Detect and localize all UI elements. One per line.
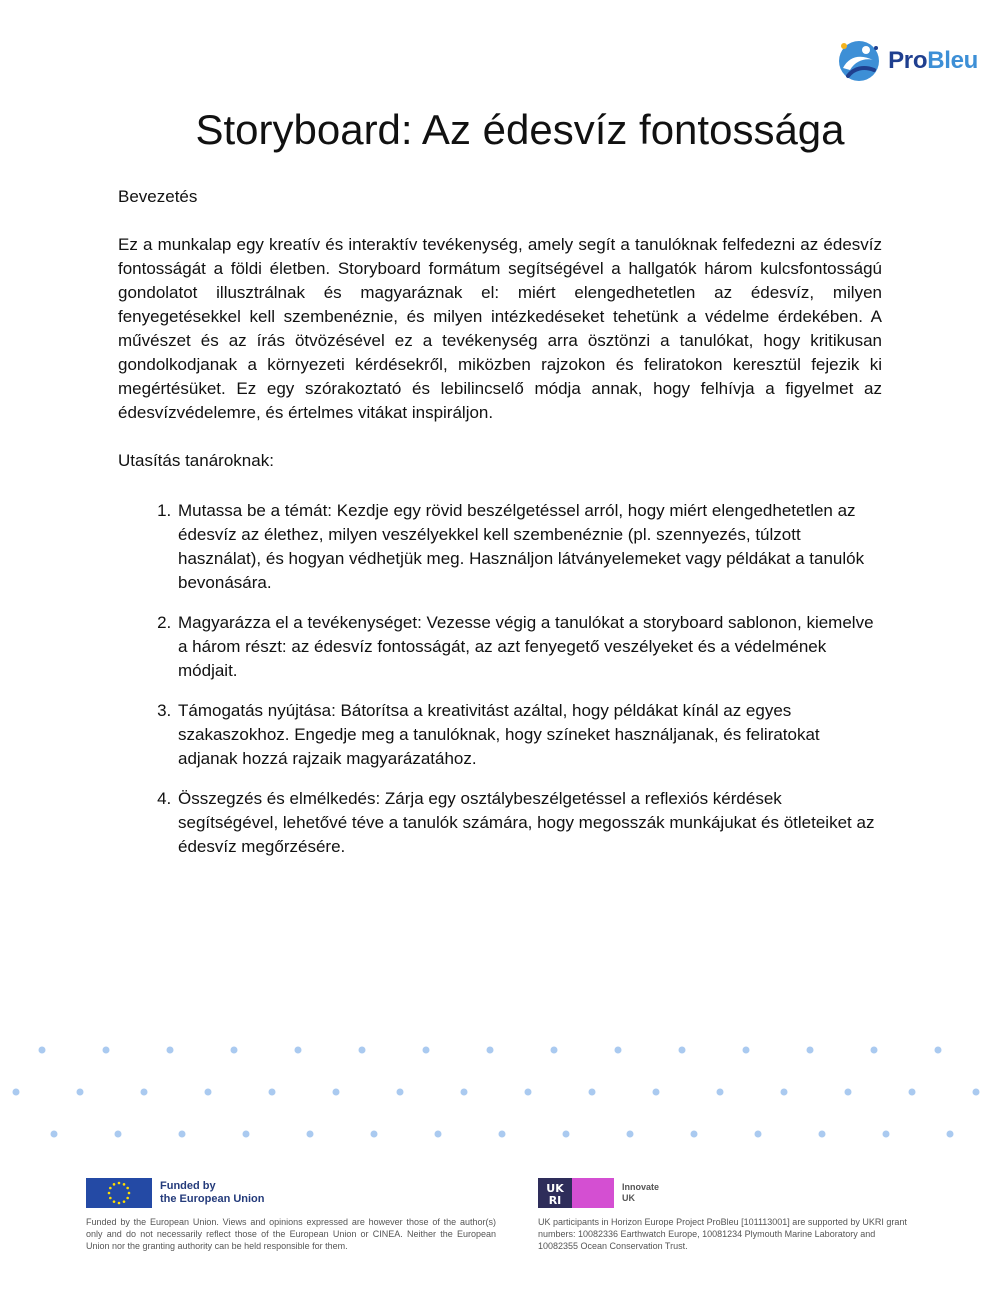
droplet-dot xyxy=(563,1131,570,1138)
droplet-dot xyxy=(845,1089,852,1096)
droplet-dot xyxy=(551,1047,558,1054)
droplet-dot xyxy=(397,1089,404,1096)
teacher-instructions-list xyxy=(118,499,882,859)
instruction-item: 2. Magyarázza el a tevékenységet: Vezesse végig a tanulókat a storyboard sablonon, kiemelve a három részt: az édesvíz fontosságát, az azt fenyegető veszélyeket és a védelmének módjait. xyxy=(176,611,882,683)
droplet-dot xyxy=(359,1047,366,1054)
svg-text:UK: UK xyxy=(546,1182,564,1195)
instruction-item: 1. Mutassa be a témát: Kezdje egy rövid beszélgetéssel arról, hogy miért elengedhetetlen az édesvíz az élethez, milyen veszélyekkel kell szembenéznie (pl. szennyezés, túlzott használat), és hogyan védhetjük meg. Használjon látványelemeket vagy példákat a tanulók bevonására. xyxy=(176,499,882,595)
droplet-dot xyxy=(807,1047,814,1054)
droplet-dot xyxy=(179,1131,186,1138)
eu-star xyxy=(109,1197,112,1200)
teacher-instructions-heading: Utasítás tanároknak: xyxy=(118,451,274,470)
droplet-dot xyxy=(525,1089,532,1096)
eu-star xyxy=(128,1192,131,1195)
uk-funding-block xyxy=(538,1178,908,1252)
eu-flag-icon xyxy=(86,1178,152,1208)
droplet-dot xyxy=(679,1047,686,1054)
page-title: Storyboard: Az édesvíz fontossága xyxy=(195,106,845,153)
droplet-dot xyxy=(947,1131,954,1138)
document-body xyxy=(118,185,882,875)
droplet-dot xyxy=(743,1047,750,1054)
droplet-dot xyxy=(435,1131,442,1138)
droplet-dot xyxy=(935,1047,942,1054)
droplet-dot xyxy=(653,1089,660,1096)
instruction-item: 4. Összegzés és elmélkedés: Zárja egy osztálybeszélgetéssel a reflexiós kérdések segítségével, lehetővé téve a tanulók számára, hogy megosszák munkájukat és ötleteiket az édesvíz megőrzésére. xyxy=(176,787,882,859)
eu-star xyxy=(108,1192,111,1195)
intro-paragraph: Ez a munkalap egy kreatív és interaktív tevékenység, amely segít a tanulóknak felfedezni az édesvíz fontosságát a földi életben. Storyboard formátum segítségével a hallgatók három kulcsfontosságú gondolatot illusztrálnak és magyaráznak el: miért elengedhetetlen az édesvíz, milyen fenyegetésekkel kell szembenéznie, és milyen intézkedéseket tehetünk a védelme érdekében. A művészet és az írás ötvözésével ez a tevékenység arra ösztönzi a tanulókat, hogy kritikusan gondolkodjanak a környezeti kérdésekről, miközben rajzokon és feliratokon keresztül fejezik ki megértésüket. Ez egy szórakoztató és lebilincselő módja annak, hogy felhívja a figyelmet az édesvízvédelemre, és értelmes vitákat inspiráljon. xyxy=(118,235,882,422)
droplet-dot xyxy=(871,1047,878,1054)
innovate-uk-label: Innovate UK xyxy=(622,1182,660,1203)
droplet-dot xyxy=(51,1131,58,1138)
uk-disclaimer: UK participants in Horizon Europe Project ProBleu [101113001] are supported by UKRI grant numbers: 10082336 Earthwatch Europe, 10081234 Plymouth Marine Laboratory and 10082355 Ocean Conservation Trust. xyxy=(538,1217,907,1251)
droplet-dot xyxy=(13,1089,20,1096)
droplet-dot xyxy=(755,1131,762,1138)
eu-star xyxy=(109,1187,112,1190)
droplet-dot xyxy=(39,1047,46,1054)
eu-star xyxy=(118,1202,121,1205)
droplet-dot xyxy=(499,1131,506,1138)
droplet-dot xyxy=(307,1131,314,1138)
eu-star xyxy=(126,1197,129,1200)
droplet-dot xyxy=(487,1047,494,1054)
droplet-dot xyxy=(627,1131,634,1138)
eu-disclaimer: Funded by the European Union. Views and opinions expressed are however those of the author(s) only and do not necessarily reflect those of the European Union or CINEA. Neither the European Union nor the granting authority can be held responsible for them. xyxy=(86,1217,496,1251)
instruction-item: 3. Támogatás nyújtása: Bátorítsa a kreativitást azáltal, hogy példákat kínál az egyes szakaszokhoz. Engedje meg a tanulóknak, hogy színeket használjanak, és feliratokat adjanak hozzá rajzaik magyarázatához. xyxy=(176,699,882,771)
droplet-dot xyxy=(243,1131,250,1138)
droplet-dot xyxy=(883,1131,890,1138)
droplet-dot xyxy=(717,1089,724,1096)
eu-star xyxy=(113,1183,116,1186)
probleu-logo-text: ProBleu xyxy=(888,47,978,74)
svg-text:RI: RI xyxy=(548,1194,562,1207)
droplet-dot xyxy=(691,1131,698,1138)
eu-star xyxy=(118,1182,121,1185)
ukri-logo-icon xyxy=(538,1178,614,1208)
decorative-dots xyxy=(0,1040,1000,1150)
droplet-dot xyxy=(909,1089,916,1096)
droplet-dot xyxy=(295,1047,302,1054)
eu-star xyxy=(123,1200,126,1203)
droplet-dot xyxy=(781,1089,788,1096)
droplet-dot xyxy=(77,1089,84,1096)
droplet-dot xyxy=(269,1089,276,1096)
droplet-dot xyxy=(231,1047,238,1054)
probleu-swimmer-icon xyxy=(836,38,882,84)
droplet-dot xyxy=(589,1089,596,1096)
droplet-dot xyxy=(423,1047,430,1054)
eu-funding-block xyxy=(86,1178,496,1252)
droplet-dot xyxy=(371,1131,378,1138)
droplet-dot xyxy=(205,1089,212,1096)
droplet-dot xyxy=(141,1089,148,1096)
droplet-dot xyxy=(461,1089,468,1096)
eu-star xyxy=(123,1183,126,1186)
eu-star xyxy=(113,1200,116,1203)
droplet-dot xyxy=(615,1047,622,1054)
droplet-dot xyxy=(167,1047,174,1054)
probleu-logo xyxy=(836,38,978,84)
droplet-dot xyxy=(973,1089,980,1096)
droplet-dot xyxy=(103,1047,110,1054)
droplet-dot xyxy=(333,1089,340,1096)
droplet-dot xyxy=(819,1131,826,1138)
footer xyxy=(0,1178,1000,1278)
intro-heading: Bevezetés xyxy=(118,187,198,206)
eu-star xyxy=(126,1187,129,1190)
eu-funded-title: Funded by the European Union xyxy=(160,1180,265,1205)
droplet-dot xyxy=(115,1131,122,1138)
